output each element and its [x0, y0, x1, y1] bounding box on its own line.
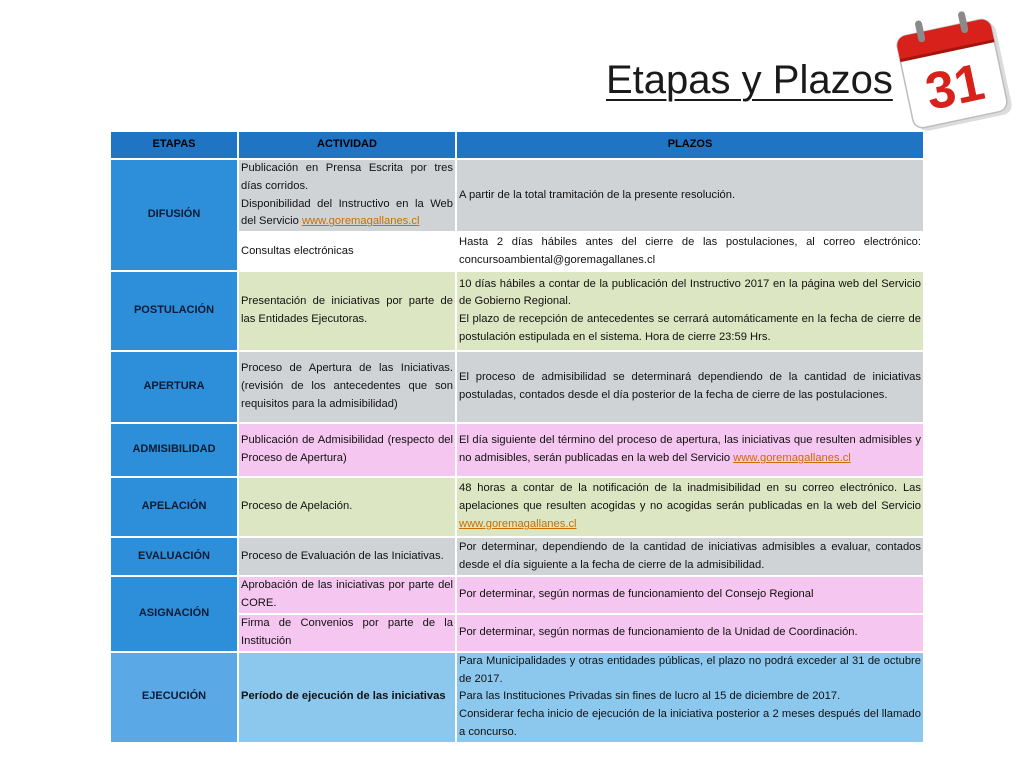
activity-cell: Firma de Convenios por parte de la Institución: [238, 614, 456, 652]
stage-postulacion: POSTULACIÓN: [110, 271, 238, 351]
activity-cell: Proceso de Evaluación de las Iniciativas.: [238, 537, 456, 576]
activity-cell: [238, 159, 456, 232]
stages-table: [109, 130, 925, 744]
stage-evaluacion: EVALUACIÓN: [110, 537, 238, 576]
plazo-text: El plazo de recepción de antecedentes se cerrará automáticamente en la fecha de cierre de postulación estipulada en el sistema. Hora de cierre 23:59 Hrs.: [459, 313, 921, 343]
plazo-cell: Por determinar, dependiendo de la cantidad de iniciativas admisibles a evaluar, contados desde el día siguiente a la fecha de cierre de la admisibilidad.: [456, 537, 924, 576]
calendar-icon: [890, 8, 1020, 133]
header-etapas: ETAPAS: [110, 131, 238, 159]
stage-difusion: DIFUSIÓN: [110, 159, 238, 271]
activity-text: Publicación en Prensa Escrita por tres días corridos.: [241, 162, 453, 192]
plazo-text: Considerar fecha inicio de ejecución de la iniciativa posterior a 2 meses después del llamado a concurso.: [459, 708, 921, 738]
stage-admisibilidad: ADMISIBILIDAD: [110, 423, 238, 477]
table-header-row: [110, 131, 924, 159]
table-row: [110, 159, 924, 232]
header-actividad: ACTIVIDAD: [238, 131, 456, 159]
web-link[interactable]: www.goremagallanes.cl: [301, 215, 420, 228]
plazo-cell: Por determinar, según normas de funcionamiento de la Unidad de Coordinación.: [456, 614, 924, 652]
activity-cell: Proceso de Apertura de las Iniciativas. (revisión de los antecedentes que son requisitos para la admisibilidad): [238, 351, 456, 423]
plazo-cell: El proceso de admisibilidad se determinará dependiendo de la cantidad de iniciativas postuladas, contados desde el día posterior de la fecha de cierre de las postulaciones.: [456, 351, 924, 423]
stage-asignacion: ASIGNACIÓN: [110, 576, 238, 652]
activity-cell: Presentación de iniciativas por parte de las Entidades Ejecutoras.: [238, 271, 456, 351]
header-plazos: PLAZOS: [456, 131, 924, 159]
plazo-text: Para Municipalidades y otras entidades públicas, el plazo no podrá exceder al 31 de octubre de 2017.: [459, 654, 921, 685]
plazo-cell: [456, 652, 924, 743]
table-row: [110, 477, 924, 537]
plazo-text: Para las Instituciones Privadas sin fines de lucro al 15 de diciembre de 2017.: [459, 690, 841, 703]
plazo-cell: El día siguiente del término del proceso de apertura, las iniciativas que resulten admisibles y no admisibles, serán publicadas en la web del Servicio www.goremagallanes.cl: [456, 423, 924, 477]
activity-cell: Período de ejecución de las iniciativas: [238, 652, 456, 743]
web-link[interactable]: www.goremagallanes.cl: [459, 518, 577, 531]
plazo-text: 10 días hábiles a contar de la publicación del Instructivo 2017 en la página web del Servicio de Gobierno Regional.: [459, 277, 921, 308]
table-row: [110, 351, 924, 423]
activity-cell: Aprobación de las iniciativas por parte del CORE.: [238, 576, 456, 614]
activity-cell: Consultas electrónicas: [238, 232, 456, 271]
plazo-cell: Por determinar, según normas de funcionamiento del Consejo Regional: [456, 576, 924, 614]
activity-cell: Proceso de Apelación.: [238, 477, 456, 537]
plazo-cell: A partir de la total tramitación de la presente resolución.: [456, 159, 924, 232]
slide-title: Etapas y Plazos: [606, 58, 893, 102]
activity-text: Disponibilidad del Instructivo en la Web del Servicio www.goremagallanes.cl: [241, 197, 453, 228]
activity-cell: Publicación de Admisibilidad (respecto del Proceso de Apertura): [238, 423, 456, 477]
plazo-cell: [456, 271, 924, 351]
table-row: [110, 652, 924, 743]
stage-apertura: APERTURA: [110, 351, 238, 423]
stage-apelacion: APELACIÓN: [110, 477, 238, 537]
plazo-cell: 48 horas a contar de la notificación de la inadmisibilidad en su correo electrónico. Las apelaciones que resulten acogidas y no acogidas serán publicadas en la web del Servicio www.goremagallanes.cl: [456, 477, 924, 537]
table-row: [110, 576, 924, 614]
stage-ejecucion: EJECUCIÓN: [110, 652, 238, 743]
table-row: [110, 423, 924, 477]
plazo-cell: Hasta 2 días hábiles antes del cierre de las postulaciones, al correo electrónico: concursoambiental@goremagallanes.cl: [456, 232, 924, 271]
table-row: [110, 537, 924, 576]
table-row: [110, 271, 924, 351]
web-link[interactable]: www.goremagallanes.cl: [733, 452, 851, 465]
svg-text:31: 31: [920, 52, 990, 122]
